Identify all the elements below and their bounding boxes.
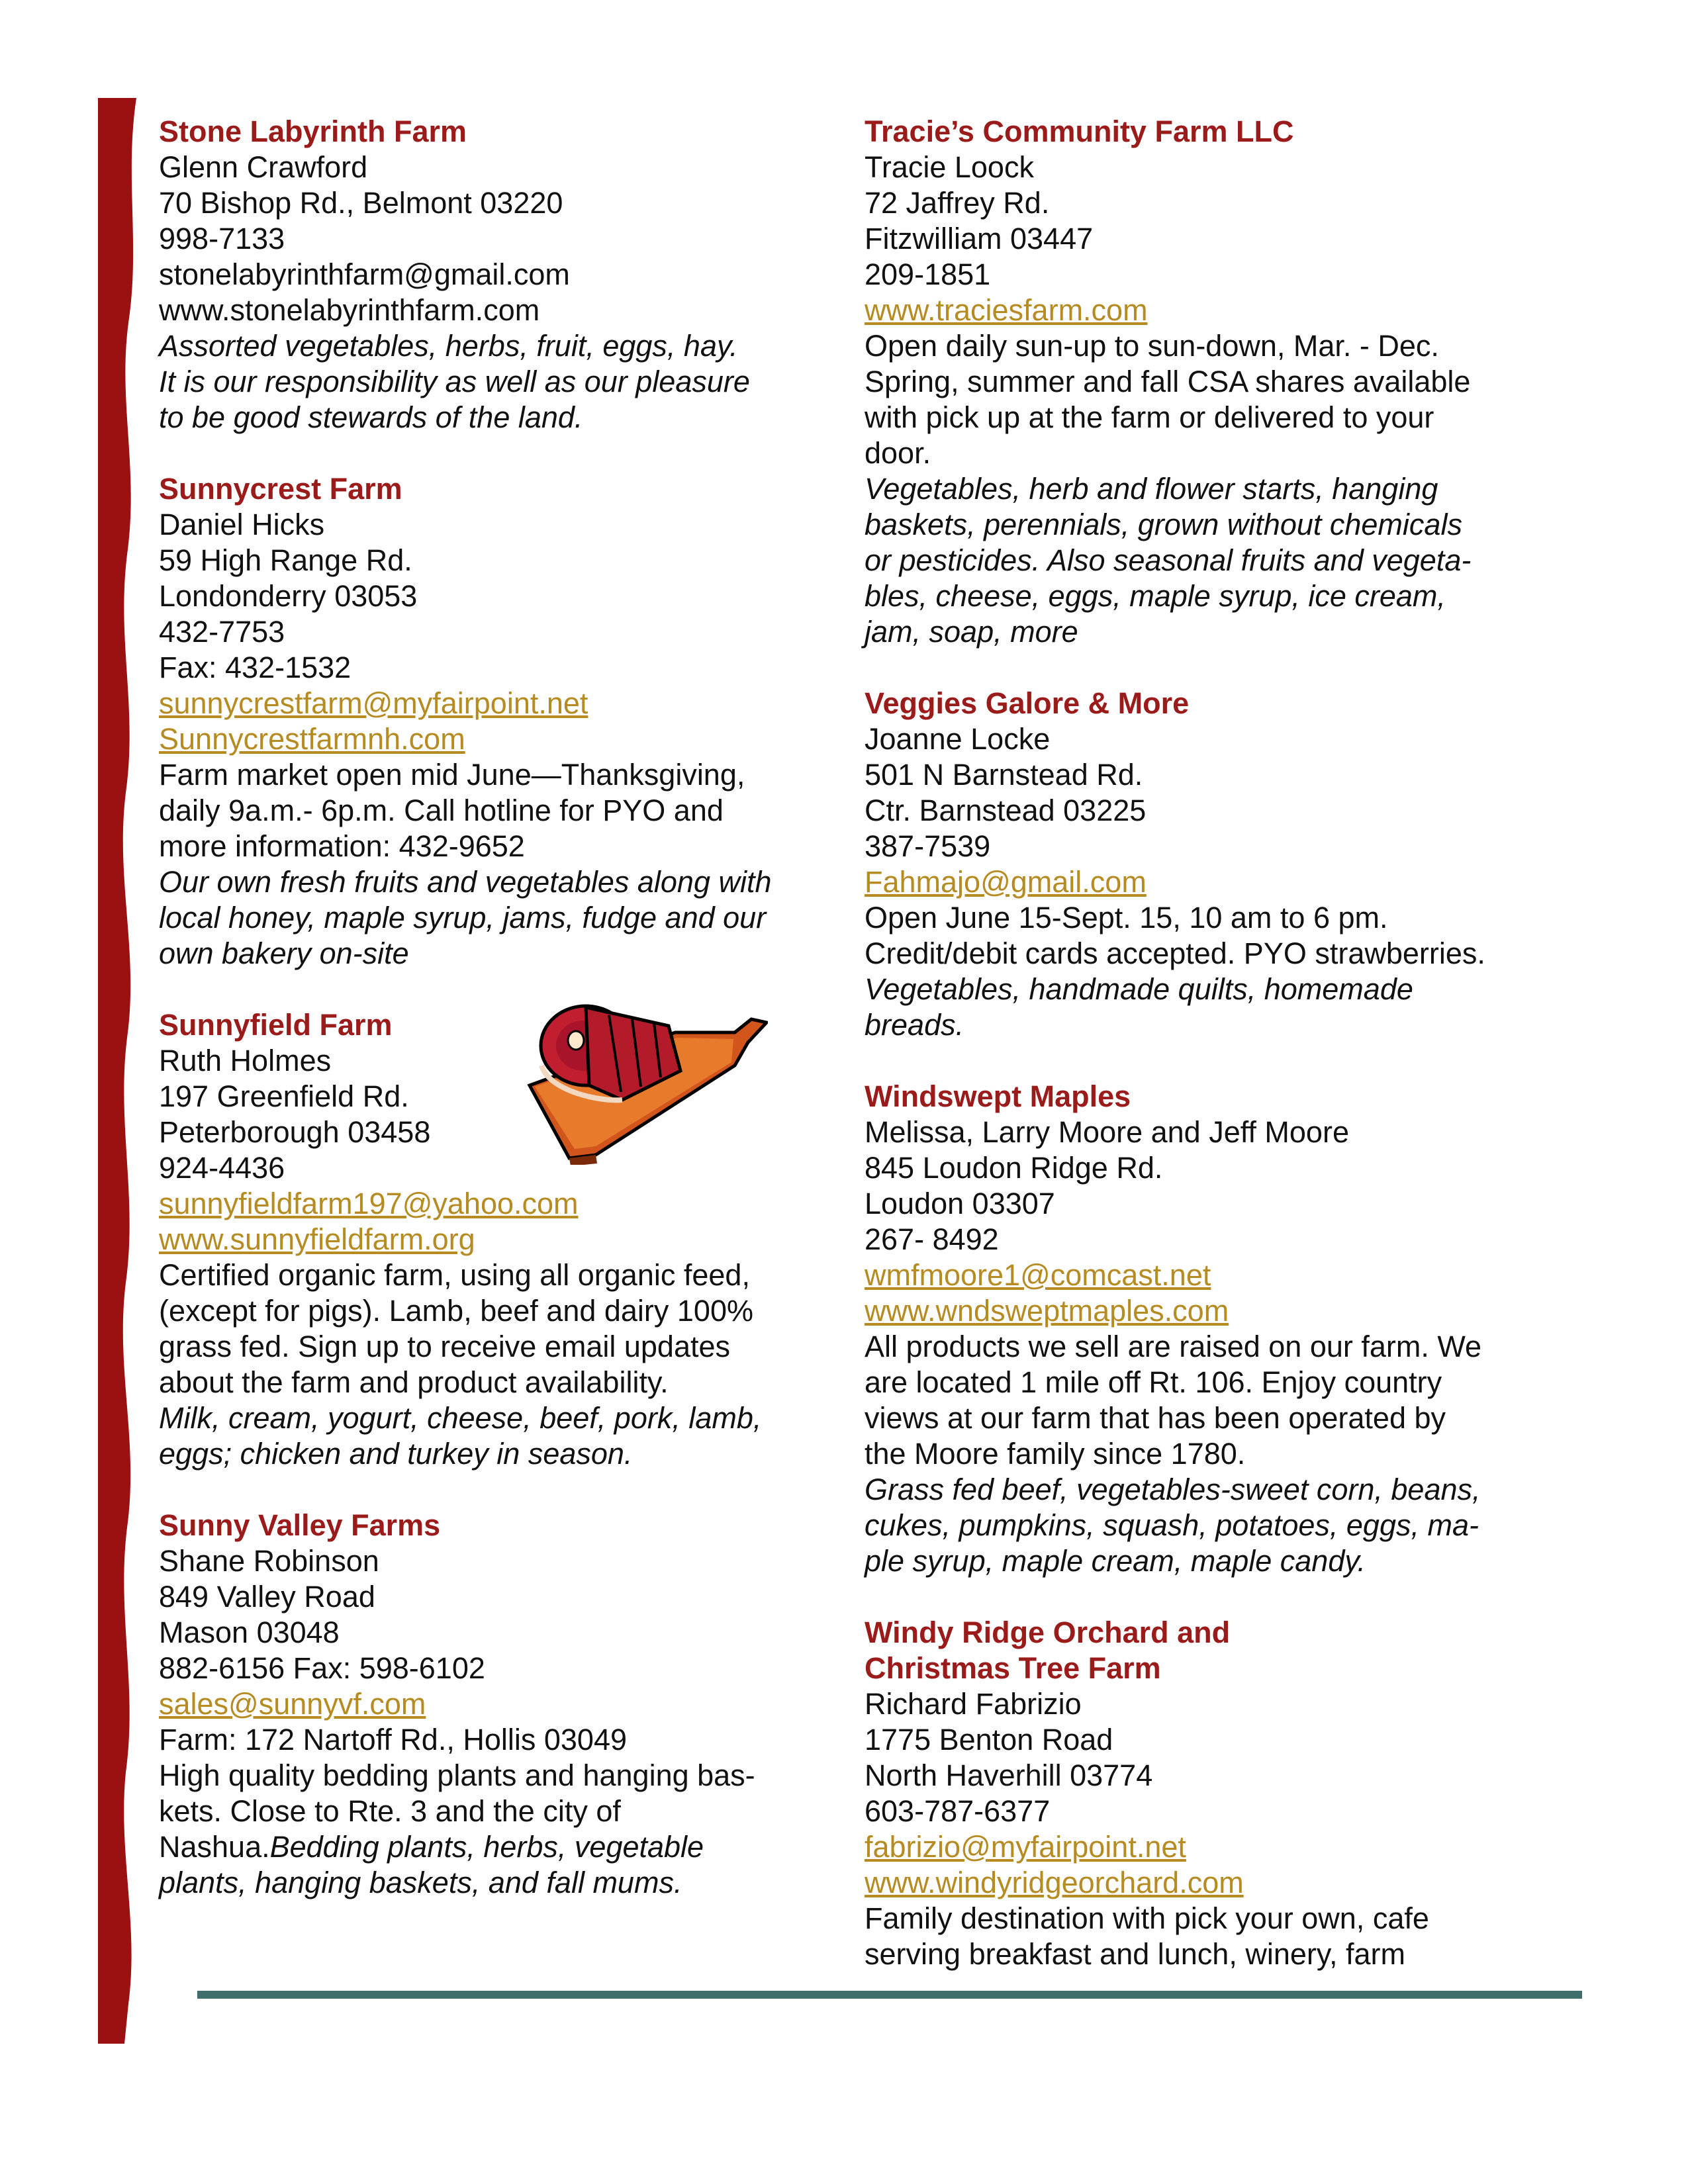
listing-detail: 267- 8492 xyxy=(865,1222,999,1256)
product-description: local honey, maple syrup, jams, fudge and our xyxy=(159,901,767,934)
listing-detail: 387-7539 xyxy=(865,829,991,863)
product-description: cukes, pumpkins, squash, potatoes, eggs, ma- xyxy=(865,1508,1479,1542)
product-description: to be good stewards of the land. xyxy=(159,400,583,434)
footer-rule xyxy=(197,1991,1582,1999)
listing-detail: 849 Valley Road xyxy=(159,1580,375,1614)
product-description: jam, soap, more xyxy=(865,615,1078,649)
listing-detail: about the farm and product availability. xyxy=(159,1365,669,1399)
product-description: plants, hanging baskets, and fall mums. xyxy=(159,1866,682,1899)
listing-detail: North Haverhill 03774 xyxy=(865,1758,1153,1792)
product-description: baskets, perennials, grown without chemicals xyxy=(865,508,1462,541)
product-description: breads. xyxy=(865,1008,964,1042)
listing-detail: Peterborough 03458 xyxy=(159,1115,431,1149)
listing-detail: with pick up at the farm or delivered to your xyxy=(865,400,1434,434)
contact-link[interactable]: www.wndsweptmaples.com xyxy=(865,1294,1229,1328)
listing-detail: Tracie Loock xyxy=(865,150,1034,184)
listing-detail: daily 9a.m.- 6p.m. Call hotline for PYO and xyxy=(159,794,724,827)
product-description: Vegetables, herb and flower starts, hanging xyxy=(865,472,1438,506)
listing-detail: www.stonelabyrinthfarm.com xyxy=(159,293,540,327)
contact-link[interactable]: www.sunnyfieldfarm.org xyxy=(159,1222,475,1256)
contact-link[interactable]: wmfmoore1@comcast.net xyxy=(865,1258,1211,1292)
product-description: Assorted vegetables, herbs, fruit, eggs, hay. xyxy=(159,329,738,363)
listing-detail: Ctr. Barnstead 03225 xyxy=(865,794,1147,827)
farm-name: Christmas Tree Farm xyxy=(865,1651,1161,1685)
listing-detail: Fitzwilliam 03447 xyxy=(865,222,1094,255)
product-description: It is our responsibility as well as our pleasure xyxy=(159,365,750,398)
listing-detail: Richard Fabrizio xyxy=(865,1687,1082,1721)
listing-detail: Spring, summer and fall CSA shares available xyxy=(865,365,1471,398)
farm-listing xyxy=(865,1079,1553,1579)
product-description: Grass fed beef, vegetables-sweet corn, beans, xyxy=(865,1473,1481,1506)
farm-name: Veggies Galore & More xyxy=(865,686,1190,720)
listing-detail: 845 Loudon Ridge Rd. xyxy=(865,1151,1163,1185)
listing-detail: Joanne Locke xyxy=(865,722,1051,756)
farm-listing xyxy=(159,114,847,435)
farm-name: Windy Ridge Orchard and xyxy=(865,1615,1231,1649)
listing-detail: 882-6156 Fax: 598-6102 xyxy=(159,1651,485,1685)
listing-detail: door. xyxy=(865,436,931,470)
contact-link[interactable]: Fahmajo@gmail.com xyxy=(865,865,1147,899)
product-description: bles, cheese, eggs, maple syrup, ice cream, xyxy=(865,579,1446,613)
listing-detail: 924-4436 xyxy=(159,1151,285,1185)
listing-detail: are located 1 mile off Rt. 106. Enjoy country xyxy=(865,1365,1442,1399)
farm-name: Tracie’s Community Farm LLC xyxy=(865,114,1294,148)
decorative-red-bar xyxy=(98,98,142,2044)
listing-detail: more information: 432-9652 xyxy=(159,829,525,863)
listing-detail: (except for pigs). Lamb, beef and dairy 100% xyxy=(159,1294,754,1328)
listing-detail: 70 Bishop Rd., Belmont 03220 xyxy=(159,186,563,220)
listing-detail: 998-7133 xyxy=(159,222,285,255)
listing-detail xyxy=(159,1829,847,1865)
listing-detail: 603-787-6377 xyxy=(865,1794,1051,1828)
product-description: own bakery on-site xyxy=(159,936,409,970)
listing-detail: Fax: 432-1532 xyxy=(159,651,352,684)
contact-link[interactable]: sales@sunnyvf.com xyxy=(159,1687,426,1721)
listing-detail: 501 N Barnstead Rd. xyxy=(865,758,1143,792)
product-description: Bedding plants, herbs, vegetable xyxy=(269,1830,704,1864)
farm-listing xyxy=(865,686,1553,1043)
listing-detail: Melissa, Larry Moore and Jeff Moore xyxy=(865,1115,1349,1149)
listing-detail: views at our farm that has been operated by xyxy=(865,1401,1446,1435)
listing-detail: Loudon 03307 xyxy=(865,1187,1055,1220)
listing-detail: Mason 03048 xyxy=(159,1615,340,1649)
listing-detail: Family destination with pick your own, cafe xyxy=(865,1901,1429,1935)
farm-name: Sunny Valley Farms xyxy=(159,1508,441,1542)
product-description: eggs; chicken and turkey in season. xyxy=(159,1437,633,1471)
listing-detail: grass fed. Sign up to receive email updates xyxy=(159,1330,730,1363)
right-column xyxy=(865,114,1553,2008)
listing-detail: Farm: 172 Nartoff Rd., Hollis 03049 xyxy=(159,1723,627,1756)
meat-cutting-board-clipart xyxy=(523,993,768,1165)
product-description: Milk, cream, yogurt, cheese, beef, pork, lamb, xyxy=(159,1401,762,1435)
listing-detail: Londonderry 03053 xyxy=(159,579,418,613)
contact-link[interactable]: sunnycrestfarm@myfairpoint.net xyxy=(159,686,588,720)
listing-detail: 72 Jaffrey Rd. xyxy=(865,186,1050,220)
farm-name: Stone Labyrinth Farm xyxy=(159,114,467,148)
contact-link[interactable]: www.traciesfarm.com xyxy=(865,293,1148,327)
listing-detail: All products we sell are raised on our farm. We xyxy=(865,1330,1482,1363)
listing-detail: Nashua. xyxy=(159,1830,270,1864)
listing-detail: kets. Close to Rte. 3 and the city of xyxy=(159,1794,621,1828)
listing-detail: Farm market open mid June—Thanksgiving, xyxy=(159,758,745,792)
farm-listing xyxy=(865,1615,1553,1972)
listing-detail: High quality bedding plants and hanging bas- xyxy=(159,1758,755,1792)
listing-detail: 1775 Benton Road xyxy=(865,1723,1113,1756)
contact-link[interactable]: sunnyfieldfarm197@yahoo.com xyxy=(159,1187,579,1220)
listing-detail: Shane Robinson xyxy=(159,1544,379,1578)
listing-detail: 432-7753 xyxy=(159,615,285,649)
listing-detail: Credit/debit cards accepted. PYO strawberries. xyxy=(865,936,1485,970)
product-description: ple syrup, maple cream, maple candy. xyxy=(865,1544,1366,1578)
listing-detail: Glenn Crawford xyxy=(159,150,368,184)
listing-detail: stonelabyrinthfarm@gmail.com xyxy=(159,257,570,291)
listing-detail: 209-1851 xyxy=(865,257,991,291)
contact-link[interactable]: fabrizio@myfairpoint.net xyxy=(865,1830,1186,1864)
farm-name: Windswept Maples xyxy=(865,1079,1131,1113)
product-description: Vegetables, handmade quilts, homemade xyxy=(865,972,1413,1006)
listing-detail: Open daily sun-up to sun-down, Mar. - Dec. xyxy=(865,329,1439,363)
contact-link[interactable]: Sunnycrestfarmnh.com xyxy=(159,722,465,756)
listing-detail: 197 Greenfield Rd. xyxy=(159,1079,409,1113)
farm-listing xyxy=(865,114,1553,650)
contact-link[interactable]: www.windyridgeorchard.com xyxy=(865,1866,1244,1899)
farm-listing xyxy=(159,471,847,972)
product-description: Our own fresh fruits and vegetables along with xyxy=(159,865,772,899)
listing-detail: Certified organic farm, using all organic feed, xyxy=(159,1258,750,1292)
listing-detail: serving breakfast and lunch, winery, farm xyxy=(865,1937,1406,1971)
listing-detail: the Moore family since 1780. xyxy=(865,1437,1246,1471)
farm-name: Sunnycrest Farm xyxy=(159,472,402,506)
farm-name: Sunnyfield Farm xyxy=(159,1008,393,1042)
listing-detail: Open June 15-Sept. 15, 10 am to 6 pm. xyxy=(865,901,1388,934)
farm-listing xyxy=(159,1508,847,1901)
listing-detail: Ruth Holmes xyxy=(159,1044,332,1077)
listing-detail: Daniel Hicks xyxy=(159,508,325,541)
product-description: or pesticides. Also seasonal fruits and vegeta- xyxy=(865,543,1472,577)
listing-detail: 59 High Range Rd. xyxy=(159,543,412,577)
